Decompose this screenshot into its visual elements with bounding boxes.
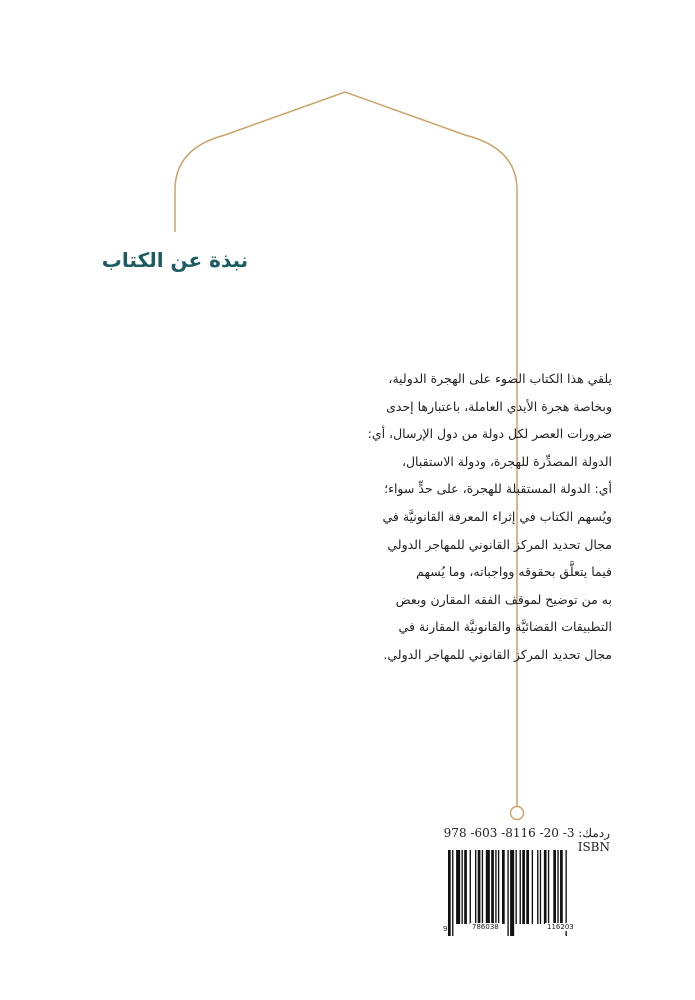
barcode-bar [516, 850, 517, 924]
description-line: ضرورات العصر لكل دولة من دول الإرسال، أي: [367, 426, 612, 442]
barcode-bar [470, 850, 471, 924]
barcode-bar [560, 850, 563, 924]
barcode-bar [498, 850, 499, 924]
description-line: فيما يتعلَّق بحقوقه وواجباته، وما يُسهم [416, 564, 612, 580]
barcode-bar [544, 850, 547, 924]
description-line: وبخاصة هجرة الأيدي العاملة، باعتبارها إحدى [386, 398, 612, 414]
barcode-bar [452, 850, 453, 936]
barcode-bar [526, 850, 529, 924]
description-line: ويُسهم الكتاب في إثراء المعرفة القانونيَّة في [382, 508, 612, 524]
barcode-bar [502, 850, 505, 924]
barcode-bar [491, 850, 494, 924]
barcode-bar [537, 850, 538, 924]
description-line: مجال تحديد المركز القانوني للمهاجر الدولي. [383, 646, 612, 662]
barcode-bar [540, 850, 541, 924]
barcode-bar [448, 850, 451, 936]
barcode-bar [486, 850, 490, 924]
barcode-bar [478, 850, 481, 924]
barcode-bar [507, 850, 508, 936]
barcode-bar [522, 850, 525, 924]
barcode-bar [520, 850, 521, 924]
isbn-label: ردمك: 3- 20- 8116- 603- 978 ISBN [443, 826, 610, 854]
barcode [440, 850, 612, 938]
barcode-bar [475, 850, 476, 924]
barcode-bar [532, 850, 533, 924]
description-line: يلقي هذا الكتاب الضوء على الهجرة الدولية، [388, 371, 612, 386]
barcode-bar [464, 850, 467, 924]
barcode-bar [553, 850, 556, 924]
barcode-bar [557, 850, 558, 924]
frame-end-circle-icon [511, 807, 524, 820]
barcode-bar [510, 850, 514, 936]
barcode-bar [456, 850, 460, 924]
barcode-bar [482, 850, 483, 924]
barcode-lead-digit: 9 [443, 925, 448, 933]
barcode-bar [548, 850, 549, 924]
description-line: الدولة المصدِّرة للهجرة، ودولة الاستقبال، [401, 453, 612, 469]
barcode-bar [462, 850, 463, 924]
book-description [350, 365, 612, 669]
section-title: نبذة عن الكتاب [101, 248, 249, 272]
description-line: أي: الدولة المستقبلة للهجرة، على حدٍّ سواء؛ [384, 481, 612, 497]
description-line: مجال تحديد المركز القانوني للمهاجر الدولي [387, 536, 612, 552]
barcode-right-digits: 116203 [547, 923, 574, 931]
description-line: التطبيقات القضائيَّة والقانونيَّة المقارنة في [398, 619, 612, 635]
barcode-bar [495, 850, 496, 924]
description-line: به من توضيح لموقف الفقه المقارن وبعض [395, 591, 612, 607]
barcode-left-digits: 786038 [472, 923, 499, 931]
